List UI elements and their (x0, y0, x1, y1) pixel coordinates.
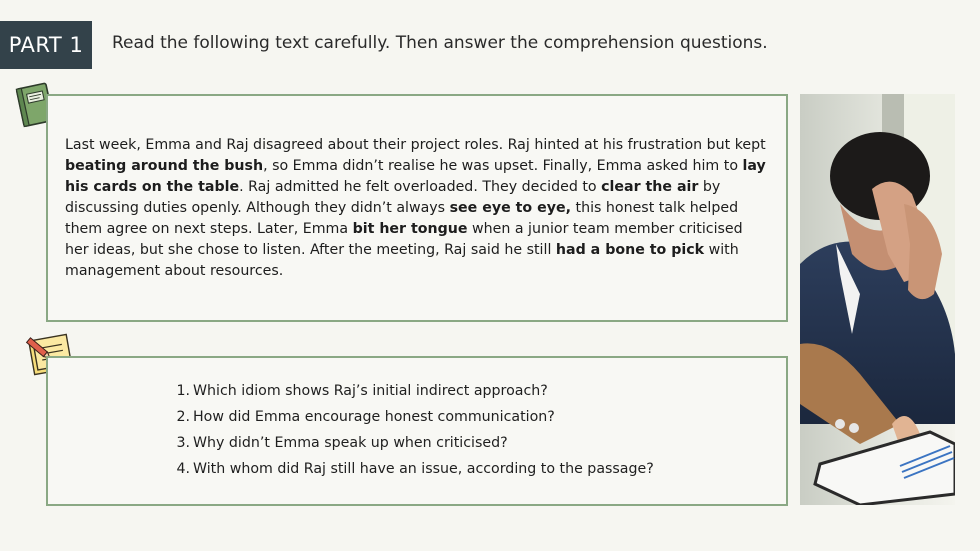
question-text: With whom did Raj still have an issue, according to the passage? (193, 461, 654, 477)
questions-box (46, 356, 788, 506)
question-item (172, 430, 654, 456)
instruction-text: Read the following text carefully. Then answer the comprehension questions. (112, 33, 768, 53)
idiom-highlight: lay his cards on the table (65, 158, 766, 195)
passage-segment: , so Emma didn’t realise he was upset. Finally, Emma asked him to (263, 158, 743, 174)
question-item (172, 378, 654, 404)
idiom-highlight: see eye to eye, (449, 200, 571, 216)
question-number: 4. (176, 461, 190, 477)
question-item (172, 404, 654, 430)
part-label: PART 1 (8, 33, 84, 57)
passage-segment: . Raj admitted he felt overloaded. They decided to (239, 179, 602, 195)
idiom-highlight: bit her tongue (352, 221, 468, 237)
question-item (172, 456, 654, 482)
question-list (172, 378, 654, 482)
idiom-highlight: had a bone to pick (555, 242, 705, 258)
passage-segment: this honest talk helped them agree on next steps. Later, Emma (65, 200, 739, 237)
question-text: Why didn’t Emma speak up when criticised? (193, 435, 508, 451)
question-number: 2. (176, 409, 190, 425)
idiom-highlight: clear the air (601, 179, 699, 195)
idiom-highlight: beating around the bush (65, 158, 264, 174)
question-number: 1. (176, 383, 190, 399)
stressed-businessman-photo (800, 94, 955, 505)
part-badge (0, 21, 92, 69)
passage-text (65, 135, 770, 282)
passage-box (46, 94, 788, 322)
passage-segment: with management about resources. (65, 242, 739, 279)
passage-segment: Last week, Emma and Raj disagreed about their project roles. Raj hinted at his frustration but kept (65, 137, 766, 153)
passage-segment: when a junior team member criticised her ideas, but she chose to listen. After the meeting, Raj said he still (65, 221, 743, 258)
question-text: How did Emma encourage honest communication? (193, 409, 555, 425)
question-text: Which idiom shows Raj’s initial indirect approach? (193, 383, 548, 399)
question-number: 3. (176, 435, 190, 451)
passage-segment: by discussing duties openly. Although they didn’t always (65, 179, 721, 216)
